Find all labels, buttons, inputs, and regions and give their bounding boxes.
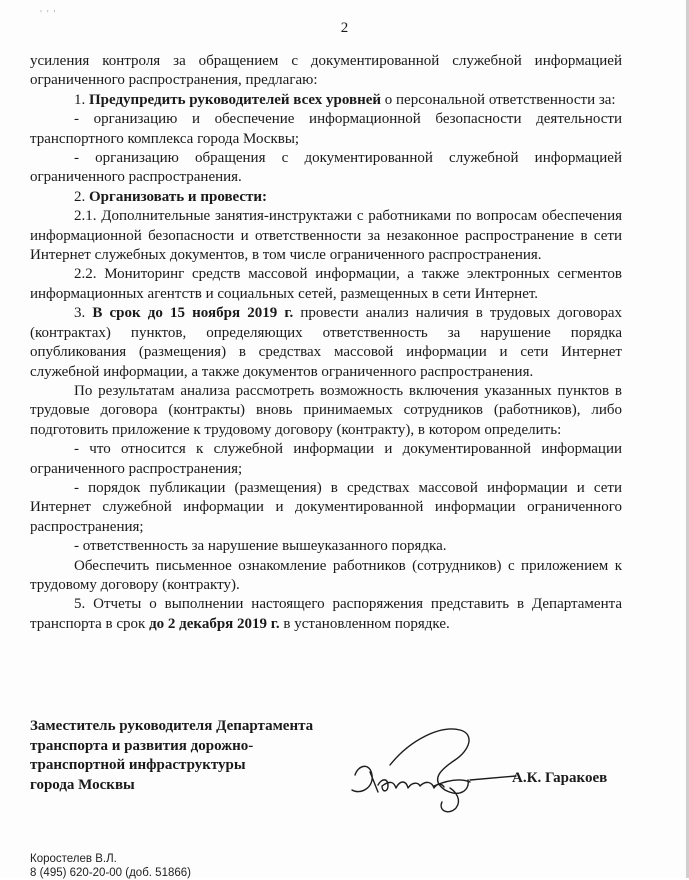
item-1-bold: Предупредить руководителей всех уровней <box>89 91 382 108</box>
item-5-deadline: до 2 декабря 2019 г. <box>149 615 280 632</box>
signatory-title-line: транспорта и развития дорожно- <box>30 737 254 754</box>
signatory-name: А.К. Гаракоев <box>512 770 608 786</box>
intro-paragraph: усиления контроля за обращением с документированной служебной информацией ограниченного распространения, предлагаю: <box>30 53 622 89</box>
analysis-sub-a: - что относится к служебной информации и документированной информации ограниченного распространения; <box>30 441 622 477</box>
scan-marks: ' ' ' <box>40 8 57 20</box>
item-2-bold: Организовать и провести: <box>89 188 268 205</box>
item-1-sub-b: - организацию обращения с документированной служебной информацией ограниченного распространения. <box>30 150 622 186</box>
item-5-end: в установленном порядке. <box>279 615 450 632</box>
item-3-bold: В срок до 15 ноября 2019 г. <box>92 305 294 322</box>
item-1-number: 1. <box>74 91 89 108</box>
author-phone: 8 (495) 620-20-00 (доб. 51866) <box>30 867 191 879</box>
item-1 <box>30 91 622 110</box>
analysis-sub-c: - ответственность за нарушение вышеуказанного порядка. <box>74 538 447 555</box>
item-3-number: 3. <box>74 305 93 322</box>
analysis-paragraph: По результатам анализа рассмотреть возможность включения указанных пунктов в трудовые договора (контракты) вновь принимаемых сотрудников (работников), либо подготовить приложение к трудовому договору (контракту), в котором определить: <box>30 382 622 438</box>
item-2-1: 2.1. Дополнительные занятия-инструктажи с работниками по вопросам обеспечения информационной безопасности и ответственности за незаконное распространение в сети Интернет служебных документов, в том числе ограниченного распространения. <box>30 208 622 264</box>
handwritten-signature <box>330 720 520 820</box>
item-5-start: 5. Отчеты о выполнении настоящего распоряжения представить в Департамента транспорта в срок <box>30 596 622 632</box>
analysis-sub-b: - порядок публикации (размещения) в средствах массовой информации и сети Интернет служебной информации и документированной информации ограниченного распространения; <box>30 479 622 535</box>
signatory-title-line: города Москвы <box>30 776 135 793</box>
item-1-sub-a: - организацию и обеспечение информационной безопасности деятельности транспортного комплекса города Москвы; <box>30 111 622 147</box>
item-2-2: 2.2. Мониторинг средств массовой информации, а также электронных сегментов информационных агентств и социальных сетей, размещенных в сети Интернет. <box>30 266 622 302</box>
signatory-title-line: Заместитель руководителя Департамента <box>30 718 314 734</box>
item-3-rest: провести анализ наличия в трудовых договорах (контрактах) пунктов, определяющих ответственность за нарушение порядка опубликования (размещения) в средствах массовой информации и сети Интернет служебной информации, а также документов ограниченного распространения. <box>30 305 623 380</box>
author-name: Коростелев В.Л. <box>30 853 117 865</box>
item-3 <box>30 304 622 382</box>
document-body <box>30 52 622 634</box>
item-2-number: 2. <box>74 188 89 205</box>
item-2 <box>30 188 622 207</box>
signatory-title <box>30 717 360 795</box>
page-number: 2 <box>340 20 349 36</box>
signatory-title-line: транспортной инфраструктуры <box>30 757 246 773</box>
item-5 <box>30 595 622 634</box>
item-1-rest: о персональной ответственности за: <box>381 91 616 108</box>
ensure-paragraph: Обеспечить письменное ознакомление работников (сотрудников) с приложением к трудовому договору (контракту). <box>30 557 622 593</box>
contact-info <box>30 852 191 880</box>
